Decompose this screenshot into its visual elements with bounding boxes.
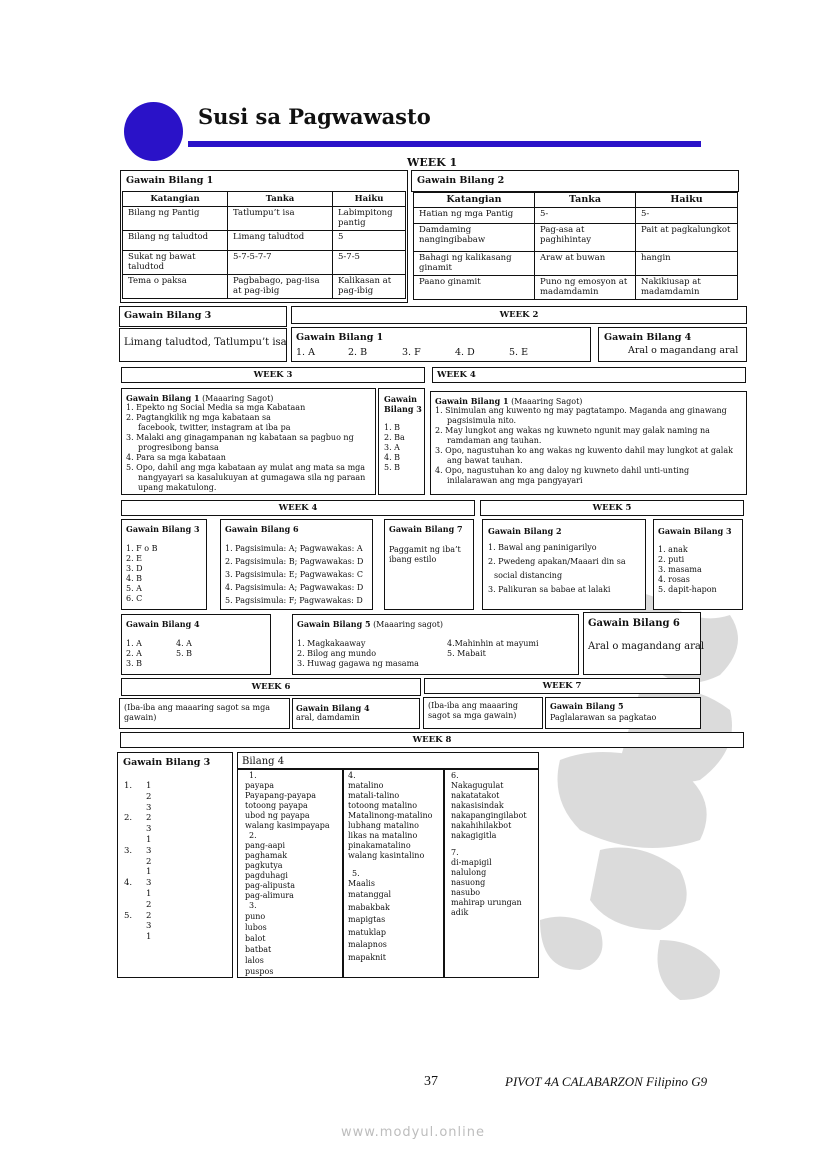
table-cell: Pag-asa at paghihintay xyxy=(535,224,636,252)
list-item: 2 xyxy=(146,910,152,921)
list-item xyxy=(124,900,132,911)
w8-g3-title: Gawain Bilang 3 xyxy=(123,757,211,768)
w3-g1-list xyxy=(126,403,374,493)
list-item: matali-talino xyxy=(348,791,400,800)
table-cell: Sukat ng bawat taludtod xyxy=(123,251,228,275)
list-item: 4. Para sa mga kabataan xyxy=(126,453,226,462)
w4a-g1-list xyxy=(435,406,745,486)
list-item: matanggal xyxy=(348,890,392,899)
list-item: batbat xyxy=(245,945,272,954)
w4b-g4-list-b xyxy=(176,639,192,659)
w3-g1-title: Gawain Bilang 1 xyxy=(126,393,200,403)
list-item: 2 xyxy=(146,856,152,867)
list-item: paghamak xyxy=(245,851,288,860)
list-item: mabakbak xyxy=(348,902,390,912)
list-item: 4. A xyxy=(176,639,192,648)
list-item: 2. puti xyxy=(658,555,685,564)
list-item: 1. Epekto ng Social Media sa mga Kabataan xyxy=(126,403,306,412)
list-item: mapaknit xyxy=(348,952,387,962)
list-item: 1. A xyxy=(126,639,142,648)
table-cell: Kalikasan at pag-ibig xyxy=(333,275,406,299)
list-item xyxy=(451,841,527,848)
w1-g3-title: Gawain Bilang 3 xyxy=(124,310,212,321)
list-item: 1 xyxy=(146,888,152,899)
list-item: pagkutya xyxy=(245,861,283,870)
list-item: walang kasimpayapa xyxy=(245,821,330,830)
list-item xyxy=(348,861,432,869)
w1-g1-title: Gawain Bilang 1 xyxy=(126,175,214,186)
page-number: 37 xyxy=(424,1074,438,1089)
list-item: 1 xyxy=(146,932,152,943)
table-cell: Tema o paksa xyxy=(123,275,228,299)
w8-g3-vals xyxy=(146,781,151,943)
w1-g1-table xyxy=(122,191,406,299)
list-item: 1. B xyxy=(384,423,401,432)
list-item: lubos xyxy=(245,923,267,932)
list-item: 5. Pagsisimula: F; Pagwawakas: D xyxy=(225,596,363,605)
list-item: nakatatakot xyxy=(451,791,500,800)
w6-a-text: (Iba-iba ang maaaring sagot sa mga gawain) xyxy=(124,703,271,722)
table-header: Tanka xyxy=(228,192,333,207)
list-item: 5. Opo, dahil ang mga kabataan ay mulat ang mata sa mga xyxy=(126,463,366,472)
table-cell: Limang taludtod xyxy=(228,231,333,251)
list-item: pinakamatalino xyxy=(348,841,411,850)
list-item: 1 xyxy=(146,834,152,845)
table-cell: Bilang ng Pantig xyxy=(123,207,228,231)
w2-g1-answer-2: 2. B xyxy=(348,347,368,358)
w8-b4-col1 xyxy=(245,771,330,977)
watermark-url: www.modyul.online xyxy=(340,1125,486,1140)
list-item: likas na matalino xyxy=(348,831,418,840)
list-item: pag-alipusta xyxy=(245,881,295,890)
list-item: Matalinong-matalino xyxy=(348,811,433,820)
table-cell: Bahagi ng kalikasang ginamit xyxy=(414,252,535,276)
list-item: totoong payapa xyxy=(245,801,308,810)
list-item: 3. Palikuran sa babae at lalaki xyxy=(488,585,611,594)
w4b-g7-answer: Paggamit ng iba’t ibang estilo xyxy=(389,545,461,564)
list-item: 5. dapit-hapon xyxy=(658,585,717,594)
list-item: facebook, twitter, instagram at iba pa xyxy=(138,423,291,432)
week6-label: WEEK 6 xyxy=(251,682,291,692)
list-item: 3. B xyxy=(126,659,143,668)
list-item: 4. Pagsisimula: A; Pagwawakas: D xyxy=(225,583,364,592)
list-item: 7. xyxy=(451,848,459,857)
list-item: balot xyxy=(245,934,266,943)
week4-bar-a xyxy=(432,367,746,383)
table-cell: Araw at buwan xyxy=(535,252,636,276)
w4a-g1-note: (Maaaring Sagot) xyxy=(511,397,583,406)
list-item xyxy=(124,792,132,803)
list-item xyxy=(124,824,132,835)
list-item: nakagigitla xyxy=(451,831,497,840)
w6-g4-title: Gawain Bilang 4 xyxy=(296,703,370,713)
table-header: Haiku xyxy=(636,193,738,208)
list-item: 4. B xyxy=(126,574,143,583)
w2-g1-answer-5: 5. E xyxy=(509,347,529,358)
table-header: Katangian xyxy=(123,192,228,207)
list-item: Nakagugulat xyxy=(451,781,504,790)
w4b-g5-list-a xyxy=(297,639,419,669)
w4b-g3-title: Gawain Bilang 3 xyxy=(126,524,200,534)
list-item: nasuong xyxy=(451,878,486,887)
week4b-label: WEEK 4 xyxy=(278,503,318,513)
table-cell: Hatian ng mga Pantig xyxy=(414,208,535,224)
w8-b4-vline-2 xyxy=(443,768,445,978)
w4b-g5-list-b xyxy=(447,639,539,659)
w2-g4-answer: Aral o magandang aral xyxy=(628,345,739,356)
list-item: 2. Pwedeng apakan/Maaari din sa xyxy=(488,557,626,566)
list-item: puspos xyxy=(245,967,274,976)
list-item: totoong matalino xyxy=(348,801,418,810)
w4b-g6b-answer: Aral o magandang aral xyxy=(588,641,705,652)
list-item: 1 xyxy=(146,781,152,791)
w4b-g4-title: Gawain Bilang 4 xyxy=(126,619,200,629)
table-cell: Pagbabago, pag-iisa at pag-ibig xyxy=(228,275,333,299)
table-cell: Bilang ng taludtod xyxy=(123,231,228,251)
list-item: 4. rosas xyxy=(658,575,690,584)
list-item: 2. E xyxy=(126,554,143,563)
w7-g5-answer: Paglalarawan sa pagkatao xyxy=(550,713,657,722)
list-item xyxy=(124,803,132,814)
w4b-g7-title: Gawain Bilang 7 xyxy=(389,524,463,534)
list-item: nakasisindak xyxy=(451,801,504,810)
w1-g3-answer: Limang taludtod, Tatlumpu’t isa xyxy=(124,337,287,348)
list-item: 5. xyxy=(124,910,133,921)
list-item: 3. masama xyxy=(658,565,702,574)
list-item: 2. Ba xyxy=(384,433,405,442)
list-item: ubod ng payapa xyxy=(245,811,310,820)
list-item: mahirap urungan xyxy=(451,898,522,907)
table-cell: 5-7-5-7-7 xyxy=(228,251,333,275)
w2-g1-title: Gawain Bilang 1 xyxy=(296,332,384,343)
page-title: Susi sa Pagwawasto xyxy=(198,104,431,129)
list-item: 4. Opo, nagustuhan ko ang daloy ng kuwneto dahil unti-unting xyxy=(435,466,690,475)
week2-label: WEEK 2 xyxy=(499,310,539,320)
list-item: progresibong bansa xyxy=(138,443,219,452)
list-item: 2. xyxy=(249,831,257,840)
w2-g1-answer-3: 3. F xyxy=(402,347,421,358)
list-item: 1. xyxy=(249,771,257,780)
w8-b4-title: Bilang 4 xyxy=(242,756,285,767)
table-cell: Damdaming nangingibabaw xyxy=(414,224,535,252)
list-item: walang kasintalino xyxy=(348,851,425,860)
w3-g3-title-a: Gawain xyxy=(384,394,417,404)
list-item: 3. Malaki ang ginagampanan ng kabataan sa pagbuo ng xyxy=(126,433,354,442)
list-item: nalulong xyxy=(451,868,487,877)
list-item: puno xyxy=(245,912,266,921)
list-item: 3. xyxy=(249,901,257,910)
list-item: 3 xyxy=(146,878,152,889)
w4b-g5-title: Gawain Bilang 5 xyxy=(297,619,371,629)
list-item: pagsisimula nito. xyxy=(447,416,517,425)
w7-g5-title: Gawain Bilang 5 xyxy=(550,701,624,711)
week1-label: WEEK 1 xyxy=(407,156,458,169)
list-item: nakapangingilabot xyxy=(451,811,527,820)
list-item: ramdaman ang tauhan. xyxy=(447,436,542,445)
w5-g3-list xyxy=(658,545,717,595)
w1-g2-table xyxy=(413,192,738,300)
list-item: 4. B xyxy=(384,453,401,462)
list-item xyxy=(124,867,132,878)
w7-a-text: (Iba-iba ang maaaring sagot sa mga gawain) xyxy=(428,701,519,720)
w2-g1-answer-4: 4. D xyxy=(455,347,475,358)
table-header: Haiku xyxy=(333,192,406,207)
w2-g4-title: Gawain Bilang 4 xyxy=(604,332,692,343)
list-item: 2. May lungkot ang wakas ng kuwneto ngunit may galak naming na xyxy=(435,426,710,435)
table-cell: Labimpitong pantig xyxy=(333,207,406,231)
list-item: Maalis xyxy=(348,879,375,888)
list-item: adik xyxy=(451,908,469,917)
w5-g2-list xyxy=(488,541,626,597)
table-header: Tanka xyxy=(535,193,636,208)
list-item xyxy=(124,857,132,868)
list-item: di-mapigil xyxy=(451,858,492,867)
week3-label: WEEK 3 xyxy=(253,370,293,380)
w4b-g6b-title: Gawain Bilang 6 xyxy=(588,618,680,629)
list-item: 2. A xyxy=(126,649,142,658)
w3-g3-list xyxy=(384,423,405,473)
w6-g4-answer: aral, damdamin xyxy=(296,713,360,722)
list-item: 5. A xyxy=(126,584,142,593)
w4b-g4-list-a xyxy=(126,639,142,669)
w1-g2-title: Gawain Bilang 2 xyxy=(417,175,505,186)
w3-g3-title-b: Bilang 3 xyxy=(384,404,422,414)
week5-label: WEEK 5 xyxy=(592,503,632,513)
list-item: 5. Mabait xyxy=(447,649,486,658)
w8-g3-box xyxy=(117,752,233,978)
list-item: 5. xyxy=(352,869,360,878)
list-item: 3 xyxy=(146,802,152,813)
list-item: mapigtas xyxy=(348,915,386,924)
list-item: 5. B xyxy=(176,649,193,658)
list-item: 3. Opo, nagustuhan ko ang wakas ng kuwento dahil may lungkot at galak xyxy=(435,446,733,455)
week4a-label: WEEK 4 xyxy=(437,370,476,380)
title-circle-icon xyxy=(124,102,183,161)
week7-label: WEEK 7 xyxy=(542,681,582,691)
list-item: 2. Bilog ang mundo xyxy=(297,649,377,658)
footer-course: PIVOT 4A CALABARZON Filipino G9 xyxy=(505,1074,708,1089)
table-cell: Tatlumpu’t isa xyxy=(228,207,333,231)
w5-g3-title: Gawain Bilang 3 xyxy=(658,526,732,536)
list-item: 1. Bawal ang paninigarilyo xyxy=(488,543,597,552)
list-item xyxy=(124,835,132,846)
list-item: pag-alimura xyxy=(245,891,294,900)
list-item: 5. B xyxy=(384,463,401,472)
w3-g1-note: (Maaaring Sagot) xyxy=(202,394,274,403)
w8-b4-vline-1 xyxy=(342,768,344,978)
list-item: 3 xyxy=(146,921,152,932)
list-item: nasubo xyxy=(451,888,481,897)
week8-label: WEEK 8 xyxy=(412,735,452,745)
table-cell: Puno ng emosyon at madamdamin xyxy=(535,276,636,300)
list-item: nangyayari sa kasalukuyan at gumagawa sila ng paraan xyxy=(138,473,366,482)
list-item: 1. xyxy=(124,781,133,791)
list-item xyxy=(124,921,132,932)
list-item: 3 xyxy=(146,824,152,835)
table-cell: 5- xyxy=(636,208,738,224)
list-item: pang-aapi xyxy=(245,841,286,850)
list-item: 3. Pagsisimula: E; Pagwawakas: C xyxy=(225,570,364,579)
list-item: inilalarawan ang mga pangyayari xyxy=(447,476,583,485)
table-cell: 5 xyxy=(333,231,406,251)
list-item: 1. Magkakaaway xyxy=(297,639,366,648)
table-cell: Pait at pagkalungkot xyxy=(636,224,738,252)
list-item: 1 xyxy=(146,867,152,878)
list-item: matalino xyxy=(348,781,384,790)
table-cell: 5- xyxy=(535,208,636,224)
list-item: Payapang-payapa xyxy=(245,791,317,800)
w8-b4-col3 xyxy=(451,771,527,918)
list-item: 2 xyxy=(146,791,152,802)
list-item: payapa xyxy=(245,781,275,790)
w4b-g6-list xyxy=(225,542,363,607)
list-item: social distancing xyxy=(494,571,563,580)
list-item: 4. xyxy=(348,771,356,780)
table-cell: 5-7-5 xyxy=(333,251,406,275)
list-item: 2. xyxy=(124,813,133,824)
list-item: upang makatulong. xyxy=(138,483,217,492)
title-underline xyxy=(188,141,701,147)
w4b-g6-title: Gawain Bilang 6 xyxy=(225,524,299,534)
list-item: 4. xyxy=(124,878,133,889)
w4b-g5-note: (Maaaring sagot) xyxy=(373,620,444,629)
w8-g3-nums xyxy=(124,781,132,943)
list-item: 4.Mahinhin at mayumi xyxy=(447,639,539,648)
list-item: nakahihilakbot xyxy=(451,821,512,830)
table-cell: hangin xyxy=(636,252,738,276)
list-item: lubhang matalino xyxy=(348,821,419,830)
list-item xyxy=(124,889,132,900)
list-item: 6. C xyxy=(126,594,143,603)
list-item: malapnos xyxy=(348,940,387,949)
list-item: lalos xyxy=(245,956,264,965)
table-cell: Paano ginamit xyxy=(414,276,535,300)
w8-b4-hline xyxy=(237,768,539,770)
w8-b4-col2 xyxy=(348,771,432,965)
w4b-g5-header xyxy=(297,619,443,630)
list-item: 1. Sinimulan ang kuwento ng may pagtatampo. Maganda ang ginawang xyxy=(435,406,727,415)
table-header: Katangian xyxy=(414,193,535,208)
w4a-g1-title: Gawain Bilang 1 xyxy=(435,396,509,406)
list-item: 2. Pagtangkilik ng mga kabataan sa xyxy=(126,413,271,422)
list-item: matuklap xyxy=(348,927,387,937)
list-item: 2 xyxy=(146,899,152,910)
table-cell: Nakikiusap at madamdamin xyxy=(636,276,738,300)
list-item: 1. anak xyxy=(658,545,688,554)
list-item: 3. Huwag gagawa ng masama xyxy=(297,659,419,668)
list-item: 3 xyxy=(146,845,152,856)
list-item: 2 xyxy=(146,813,152,824)
w4b-g3-list xyxy=(126,544,158,604)
list-item: 3. xyxy=(124,845,133,856)
list-item: pagduhagi xyxy=(245,871,288,880)
list-item xyxy=(124,932,132,943)
list-item: 1. F o B xyxy=(126,544,158,553)
w2-g1-answer-1: 1. A xyxy=(296,347,315,358)
list-item: 3. D xyxy=(126,564,143,573)
list-item: 3. A xyxy=(384,443,400,452)
list-item: 6. xyxy=(451,771,459,780)
list-item: ang bawat tauhan. xyxy=(447,456,523,465)
list-item: 2. Pagsisimula: B; Pagwawakas: D xyxy=(225,557,364,566)
w5-g2-title: Gawain Bilang 2 xyxy=(488,526,562,536)
list-item: 1. Pagsisimula: A; Pagwawakas: A xyxy=(225,544,363,553)
